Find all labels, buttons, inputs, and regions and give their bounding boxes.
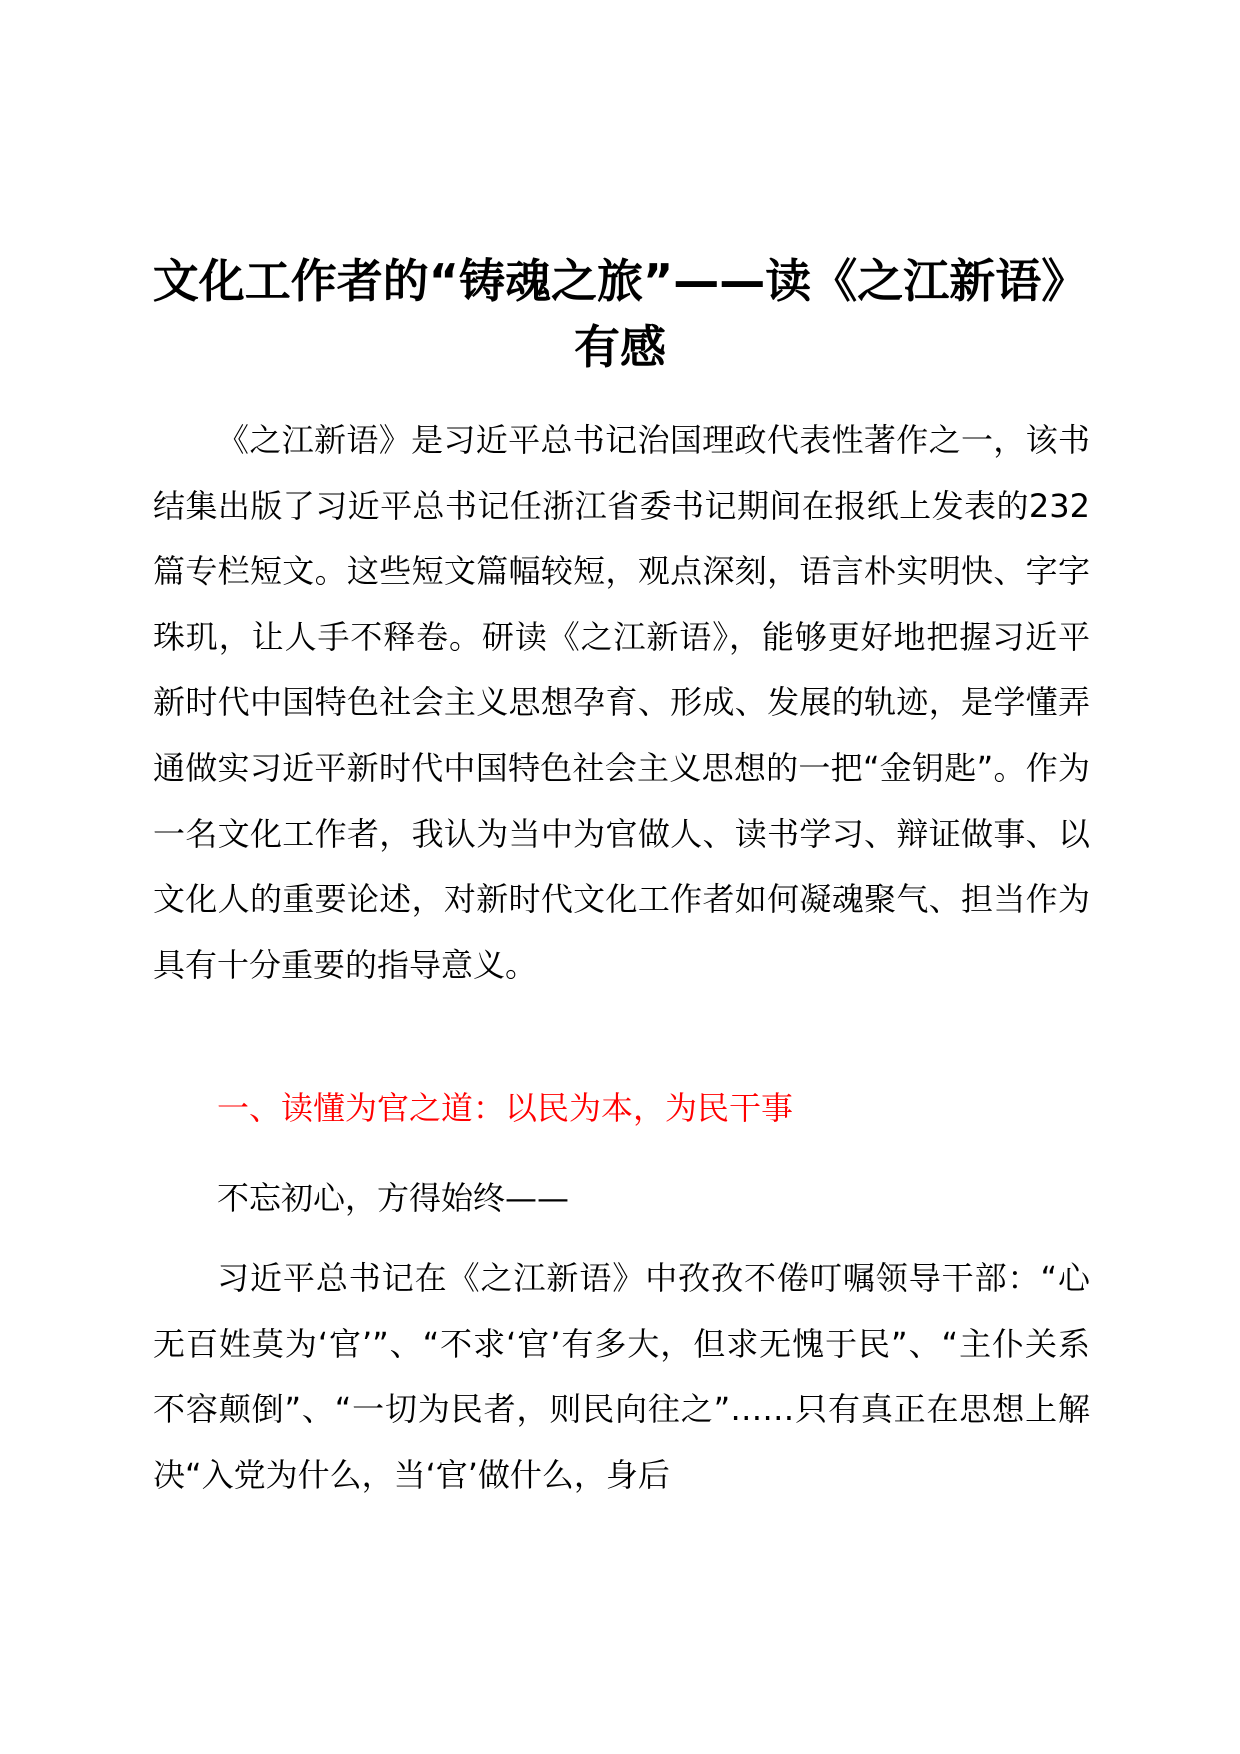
document-title: 文化工作者的“铸魂之旅”——读《之江新语》有感: [152, 254, 1088, 374]
section-heading: 一、读懂为官之道：以民为本，为民干事: [217, 1089, 794, 1127]
intro-paragraph: 《之江新语》是习近平总书记治国理政代表性著作之一，该书结集出版了习近平总书记任浙江省委书记期间在报纸上发表的232篇专栏短文。这些短文篇幅较短，观点深刻，语言朴实明快、字字珠玑，让人手不释卷。研读《之江新语》，能够更好地把握习近平新时代中国特色社会主义思想孕育、形成、发展的轨迹，是学懂弄通做实习近平新时代中国特色社会主义思想的一把“金钥匙”。作为一名文化工作者，我认为当中为官做人、读书学习、辩证做事、以文化人的重要论述，对新时代文化工作者如何凝魂聚气、担当作为具有十分重要的指导意义。: [153, 421, 1090, 984]
subheading-line: 不忘初心，方得始终——: [217, 1179, 570, 1217]
body-paragraph: 习近平总书记在《之江新语》中孜孜不倦叮嘱领导干部：“心无百姓莫为‘官’”、“不求‘官’有多大，但求无愧于民”、“主仆关系不容颠倒”、“一切为民者，则民向往之”……只有真正在思想上解决“入党为什么，当‘官’做什么，身后: [153, 1259, 1090, 1494]
